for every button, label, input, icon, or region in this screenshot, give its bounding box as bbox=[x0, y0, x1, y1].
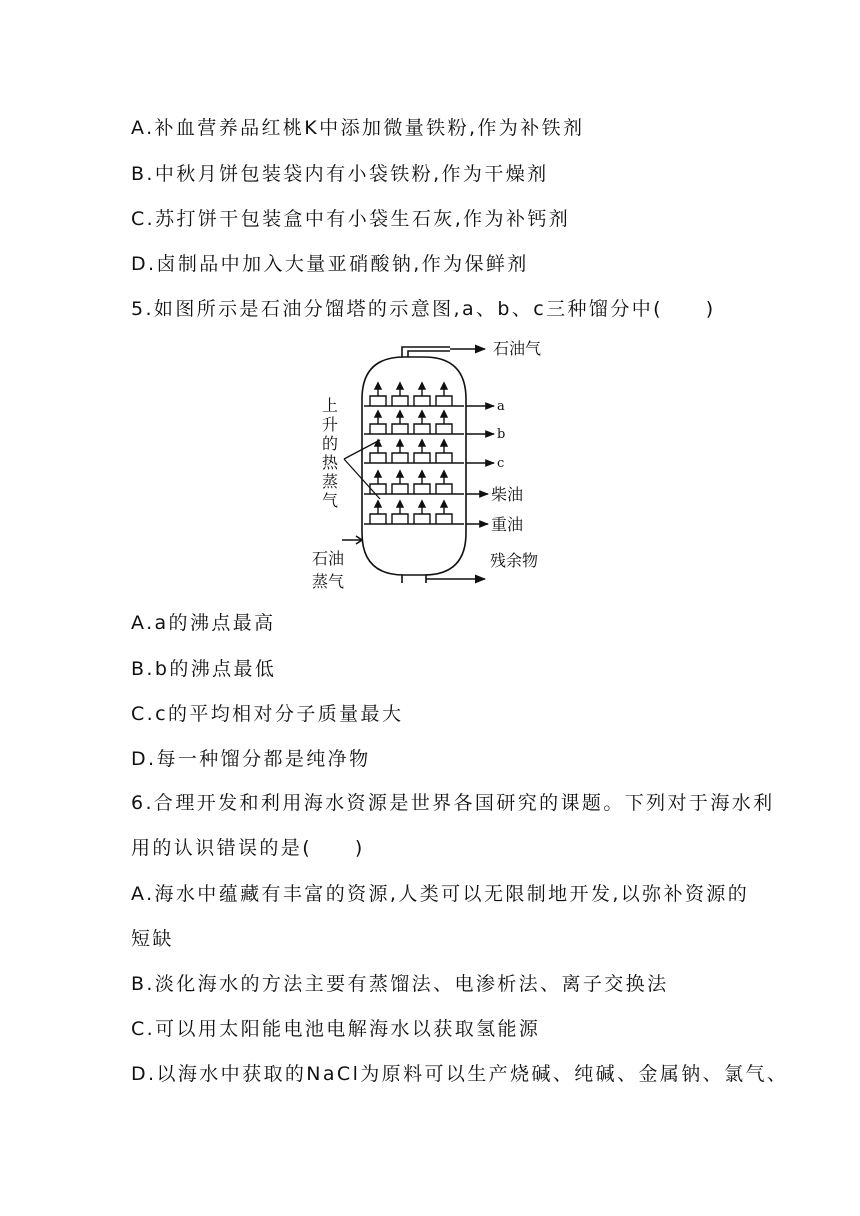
vapor-arrowhead-icon bbox=[441, 383, 447, 389]
vapor-arrowhead-icon bbox=[441, 411, 447, 417]
label-out-heavy: 重油 bbox=[491, 515, 524, 534]
vapor-arrowhead-icon bbox=[397, 440, 403, 446]
q6-option-b: B.淡化海水的方法主要有蒸馏法、电渗析法、离子交换法 bbox=[131, 973, 669, 995]
label-rising-vapor-4: 蒸 bbox=[322, 472, 339, 491]
q5-stem: 5.如图所示是石油分馏塔的示意图,a、b、c三种馏分中( ) bbox=[131, 298, 716, 320]
bubble-cap bbox=[414, 484, 430, 494]
vapor-arrowhead-icon bbox=[397, 501, 403, 507]
label-rising-vapor-5: 气 bbox=[322, 491, 339, 510]
bubble-cap bbox=[436, 396, 452, 406]
label-feed-0: 石油 bbox=[312, 549, 345, 568]
q6-stem-line2: 用的认识错误的是( ) bbox=[131, 837, 365, 859]
q4-option-b: B.中秋月饼包装袋内有小袋铁粉,作为干燥剂 bbox=[131, 163, 549, 185]
q4-option-a: A.补血营养品红桃K中添加微量铁粉,作为补铁剂 bbox=[131, 117, 585, 139]
vapor-arrowhead-icon bbox=[419, 501, 425, 507]
vapor-arrowhead-icon bbox=[397, 471, 403, 477]
vapor-arrowhead-icon bbox=[397, 411, 403, 417]
bubble-cap bbox=[436, 484, 452, 494]
label-feed-1: 蒸气 bbox=[312, 572, 345, 591]
bubble-cap bbox=[414, 453, 430, 463]
bubble-cap bbox=[392, 514, 408, 524]
q5-option-c: C.c的平均相对分子质量最大 bbox=[131, 703, 404, 725]
tower-tray bbox=[364, 501, 464, 524]
vapor-arrowhead-icon bbox=[419, 440, 425, 446]
label-rising-vapor-2: 的 bbox=[322, 434, 339, 453]
bubble-cap bbox=[436, 424, 452, 434]
bubble-cap bbox=[414, 424, 430, 434]
label-out-c: c bbox=[497, 456, 505, 471]
vapor-arrowhead-icon bbox=[419, 383, 425, 389]
bubble-cap bbox=[370, 514, 386, 524]
bubble-cap bbox=[370, 424, 386, 434]
label-out-diesel: 柴油 bbox=[491, 485, 524, 504]
label-rising-vapor-1: 升 bbox=[322, 415, 339, 434]
vapor-arrowhead-icon bbox=[419, 411, 425, 417]
tower-tray bbox=[364, 471, 464, 494]
vapor-arrowhead-icon bbox=[419, 471, 425, 477]
bubble-cap bbox=[392, 396, 408, 406]
q6-option-a-line1: A.海水中蕴藏有丰富的资源,人类可以无限制地开发,以弥补资源的 bbox=[131, 883, 750, 905]
vapor-arrowhead-icon bbox=[375, 471, 381, 477]
q6-option-a-line2: 短缺 bbox=[131, 928, 174, 950]
q5-option-a: A.a的沸点最高 bbox=[131, 612, 276, 634]
q5-option-d: D.每一种馏分都是纯净物 bbox=[131, 748, 371, 770]
vapor-arrowhead-icon bbox=[441, 471, 447, 477]
label-out-a: a bbox=[497, 399, 505, 414]
label-rising-vapor-0: 上 bbox=[322, 396, 339, 415]
tower-tray bbox=[364, 440, 464, 463]
bubble-cap bbox=[370, 453, 386, 463]
bubble-cap bbox=[436, 514, 452, 524]
label-rising-vapor-3: 热 bbox=[322, 453, 339, 472]
bubble-cap bbox=[370, 396, 386, 406]
vapor-arrowhead-icon bbox=[375, 383, 381, 389]
q6-stem-line1: 6.合理开发和利用海水资源是世界各国研究的课题。下列对于海水利 bbox=[131, 792, 775, 814]
q5-option-b: B.b的沸点最低 bbox=[131, 658, 277, 680]
q6-option-d: D.以海水中获取的NaCl为原料可以生产烧碱、纯碱、金属钠、氯气、 bbox=[131, 1063, 789, 1085]
vapor-arrowhead-icon bbox=[375, 411, 381, 417]
label-residue: 残余物 bbox=[490, 551, 539, 570]
bubble-cap bbox=[392, 424, 408, 434]
q4-option-d: D.卤制品中加入大量亚硝酸钠,作为保鲜剂 bbox=[131, 253, 529, 275]
vapor-arrowhead-icon bbox=[375, 501, 381, 507]
label-out-b: b bbox=[497, 427, 506, 442]
tower-tray bbox=[364, 411, 464, 434]
label-top-out: 石油气 bbox=[493, 339, 542, 358]
q6-option-c: C.可以用太阳能电池电解海水以获取氢能源 bbox=[131, 1018, 541, 1040]
vapor-arrowhead-icon bbox=[397, 383, 403, 389]
q4-option-c: C.苏打饼干包装盒中有小袋生石灰,作为补钙剂 bbox=[131, 208, 571, 230]
bubble-cap bbox=[414, 396, 430, 406]
bubble-cap bbox=[414, 514, 430, 524]
fractionating-tower-diagram bbox=[300, 337, 560, 594]
bubble-cap bbox=[392, 453, 408, 463]
vapor-arrowhead-icon bbox=[441, 501, 447, 507]
bubble-cap bbox=[436, 453, 452, 463]
bubble-cap bbox=[392, 484, 408, 494]
vapor-arrowhead-icon bbox=[441, 440, 447, 446]
tower-tray bbox=[364, 383, 464, 406]
bubble-cap bbox=[370, 484, 386, 494]
